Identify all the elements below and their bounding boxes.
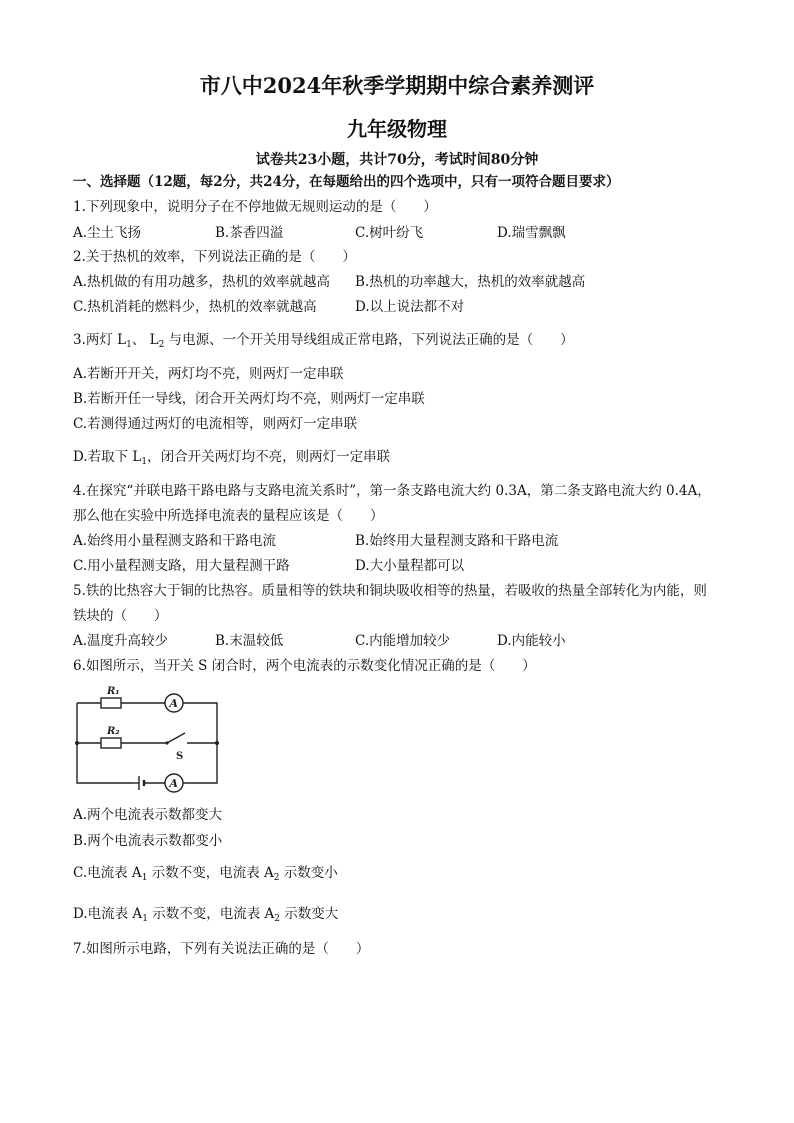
q3-option-c: C.若测得通过两灯的电流相等，则两灯一定串联 xyxy=(73,416,358,432)
q4-stem-line1: 4.在探究“并联电路干路电路与支路电流关系时”，第一条支路电流大约 0.3A，第二条支路电流大约 0.4A， xyxy=(73,483,711,499)
q4-option-a: A.始终用小量程测支路和干路电流 xyxy=(73,533,277,549)
resistor-r2 xyxy=(101,738,121,748)
q4-option-d: D.大小量程都可以 xyxy=(355,558,465,574)
switch-pivot xyxy=(165,741,168,744)
exam-subtitle: 九年级物理 xyxy=(347,117,447,141)
exam-info: 试卷共23小题，共计70分，考试时间80分钟 xyxy=(255,152,539,168)
q6-circuit-diagram xyxy=(73,683,223,793)
q5-stem-line2: 铁块的（ ） xyxy=(73,608,168,624)
label-a1: A xyxy=(169,697,179,710)
q3-stem: 3.两灯 $L_1$、 $L_2$ 与电源、一个开关用导线组成正常电路，下列说法正确的是（ ） xyxy=(73,332,574,350)
q1-option-b: B.茶香四溢 xyxy=(215,225,284,241)
q2-stem: 2.关于热机的效率，下列说法正确的是（ ） xyxy=(73,249,356,265)
section-heading: 一、选择题（12题，每2分，共24分，在每题给出的四个选项中，只有一项符合题目要求） xyxy=(73,174,620,190)
q6-stem: 6.如图所示，当开关 S 闭合时，两个电流表的示数变化情况正确的是（ ） xyxy=(73,658,536,674)
q3-option-a: A.若断开开关，两灯均不亮，则两灯一定串联 xyxy=(73,366,344,382)
q1-option-a: A.尘土飞扬 xyxy=(73,225,142,241)
q4-stem-line2: 那么他在实验中所选择电流表的量程应该是（ ） xyxy=(73,508,384,524)
label-r1: R₁ xyxy=(107,686,120,697)
q5-option-b: B.末温较低 xyxy=(215,633,284,649)
q1-option-c: C.树叶纷飞 xyxy=(355,225,424,241)
resistor-r1 xyxy=(101,698,121,708)
label-r2: R₂ xyxy=(107,726,120,737)
q4-option-b: B.始终用大量程测支路和干路电流 xyxy=(355,533,559,549)
q1-option-d: D.瑞雪飘飘 xyxy=(497,225,566,241)
junction-right xyxy=(215,741,219,745)
q4-option-c: C.用小量程测支路，用大量程测干路 xyxy=(73,558,290,574)
label-s: S xyxy=(176,751,184,762)
q5-stem-line1: 5.铁的比热容大于铜的比热容。质量相等的铁块和铜块吸收相等的热量，若吸收的热量全部转化为内能，则 xyxy=(73,583,707,599)
q3-option-d: D.若取下 $L_1$，闭合开关两灯均不亮，则两灯一定串联 xyxy=(73,449,391,467)
q2-option-d: D.以上说法都不对 xyxy=(355,299,465,315)
switch-s xyxy=(167,733,185,743)
q5-option-c: C.内能增加较少 xyxy=(355,633,451,649)
q6-option-d: D.电流表 $A_1$ 示数不变，电流表 $A_2$ 示数变大 xyxy=(73,906,339,924)
q5-option-d: D.内能较小 xyxy=(497,633,566,649)
exam-title: 市八中2024年秋季学期期中综合素养测评 xyxy=(199,73,595,98)
q1-stem: 1.下列现象中，说明分子在不停地做无规则运动的是（ ） xyxy=(73,199,437,215)
q6-option-b: B.两个电流表示数都变小 xyxy=(73,833,223,849)
q6-option-c: C.电流表 $A_1$ 示数不变，电流表 $A_2$ 示数变小 xyxy=(73,865,338,883)
q6-option-a: A.两个电流表示数都变大 xyxy=(73,807,223,823)
q2-option-b: B.热机的功率越大，热机的效率就越高 xyxy=(355,274,586,290)
label-a2: A xyxy=(169,777,179,790)
q3-option-b: B.若断开任一导线，闭合开关两灯均不亮，则两灯一定串联 xyxy=(73,391,425,407)
q2-option-a: A.热机做的有用功越多，热机的效率就越高 xyxy=(73,274,331,290)
q5-option-a: A.温度升高较少 xyxy=(73,633,169,649)
q7-stem: 7.如图所示电路，下列有关说法正确的是（ ） xyxy=(73,941,370,957)
q2-option-c: C.热机消耗的燃料少，热机的效率就越高 xyxy=(73,299,317,315)
junction-left xyxy=(75,741,79,745)
